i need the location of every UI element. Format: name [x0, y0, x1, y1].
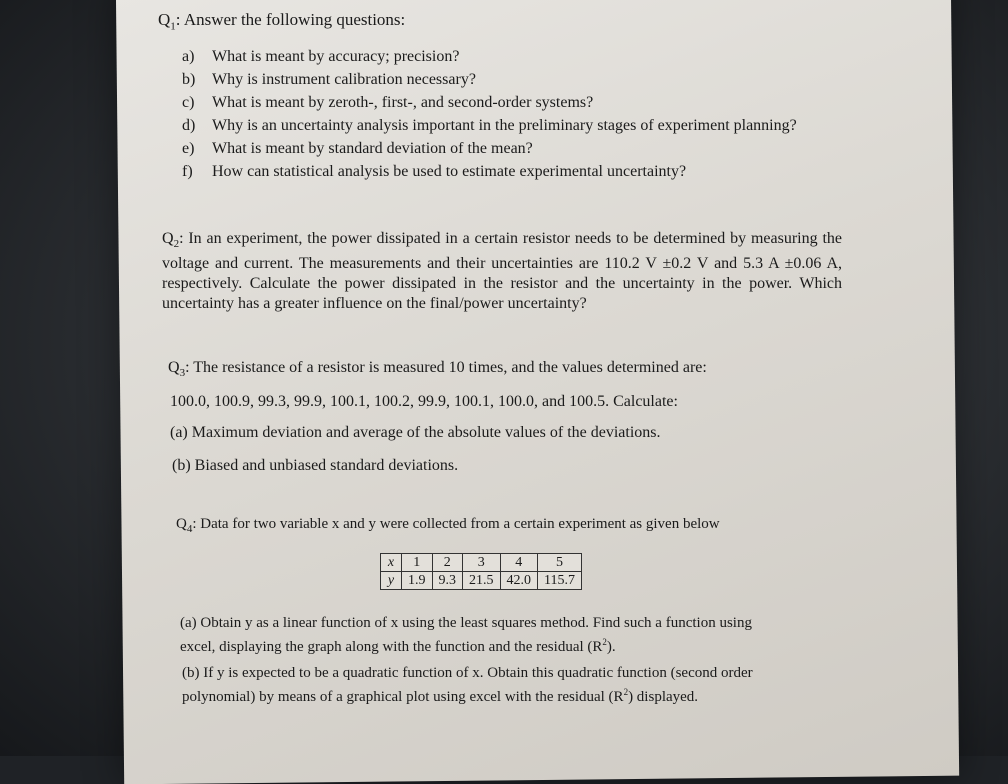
q1-item-a: [182, 45, 797, 68]
q2-number: 2: [173, 238, 180, 251]
q1-item-f: [182, 160, 797, 183]
table-y-cell: 42.0: [500, 572, 538, 590]
q1-number: 1: [170, 20, 176, 33]
table-y-cell: 1.9: [402, 572, 433, 590]
table-y-cell: 21.5: [463, 572, 501, 590]
q4-part-a-line2: [180, 633, 752, 657]
q1-item-d-letter: d): [182, 117, 196, 134]
table-y-label: y: [381, 572, 402, 590]
q4-part-b-superscript: 2: [623, 687, 629, 697]
q1-list: [182, 45, 797, 183]
q4-part-b: [182, 664, 753, 707]
q1-item-d-text: Why is an uncertainty analysis important in the preliminary stages of experiment planning?: [212, 117, 797, 134]
q4-part-a-line2-text: excel, displaying the graph along with the function and the residual (R: [180, 639, 603, 655]
q4-part-b-line2: [182, 683, 753, 707]
q1-item-b: [182, 68, 797, 91]
q4-part-b-line1: (b) If y is expected to be a quadratic function of x. Obtain this quadratic function (second order: [182, 665, 753, 681]
q1-item-e-letter: e): [182, 140, 195, 157]
q1-item-b-letter: b): [182, 71, 196, 88]
q4-intro-text: : Data for two variable x and y were collected from a certain experiment as given below: [192, 516, 720, 532]
q1-heading: [158, 10, 405, 32]
q1-item-f-text: How can statistical analysis be used to estimate experimental uncertainty?: [212, 163, 687, 180]
table-x-cell: 4: [500, 554, 538, 572]
q4-label: Q: [176, 516, 187, 532]
q1-item-e: [182, 137, 797, 160]
q3-intro: [168, 359, 707, 379]
table-x-label: x: [381, 554, 402, 572]
q4-part-a-superscript: 2: [602, 637, 607, 647]
q1-item-b-text: Why is instrument calibration necessary?: [212, 71, 476, 88]
q1-item-a-text: What is meant by accuracy; precision?: [212, 48, 460, 65]
q1-item-f-letter: f): [182, 163, 193, 180]
q2-text: : In an experiment, the power dissipated in a certain resistor needs to be determined by measuring the voltage and current. The measurements and their uncertainties are 110.2 V ±0.2 V and 5.3 A ±0.06 A, respectively. Calculate the power dissipated in the resistor and the uncertainty in the power. Which uncertainty has a greater influence on the final/power uncertainty?: [162, 230, 842, 313]
q1-item-c-text: What is meant by zeroth-, first-, and second-order systems?: [212, 94, 594, 111]
table-y-cell: 9.3: [432, 572, 463, 590]
table-x-cell: 1: [402, 554, 433, 572]
q3-part-a: (a) Maximum deviation and average of the absolute values of the deviations.: [170, 424, 661, 441]
q1-item-e-text: What is meant by standard deviation of the mean?: [212, 140, 533, 157]
q4-data-table: [380, 553, 582, 590]
table-x-cell: 5: [538, 554, 582, 572]
q3-label: Q: [168, 359, 180, 376]
q1-item-d: [182, 114, 797, 137]
q1-label: Q: [158, 10, 171, 29]
q1-title: : Answer the following questions:: [175, 10, 406, 29]
q3-values: 100.0, 100.9, 99.3, 99.9, 100.1, 100.2, 99.9, 100.1, 100.0, and 100.5. Calculate:: [170, 393, 678, 410]
table-x-cell: 2: [432, 554, 463, 572]
q4-part-a-line2-end: ).: [606, 639, 616, 655]
table-row-x: [381, 554, 582, 572]
table-y-cell: 115.7: [538, 572, 582, 590]
q4-number: 4: [186, 523, 193, 535]
table-row-y: [381, 572, 582, 590]
q3-part-b: (b) Biased and unbiased standard deviations.: [172, 457, 459, 474]
q4-part-b-line2-text: polynomial) by means of a graphical plot using excel with the residual (R: [182, 689, 624, 705]
table-x-cell: 3: [463, 554, 501, 572]
q3-number: 3: [179, 367, 186, 380]
q4-part-a-line1: (a) Obtain y as a linear function of x using the least squares method. Find such a function using: [180, 615, 752, 631]
q4-part-a: [180, 614, 752, 657]
q1-item-c-letter: c): [182, 94, 195, 111]
q4-intro: [176, 516, 720, 535]
q1-item-a-letter: a): [182, 48, 195, 65]
q3-intro-text: : The resistance of a resistor is measured 10 times, and the values determined are:: [185, 359, 707, 376]
q2-paragraph: [162, 229, 842, 314]
q1-item-c: [182, 91, 797, 114]
q2-label: Q: [162, 230, 174, 247]
q4-part-b-line2-end: ) displayed.: [628, 689, 699, 705]
